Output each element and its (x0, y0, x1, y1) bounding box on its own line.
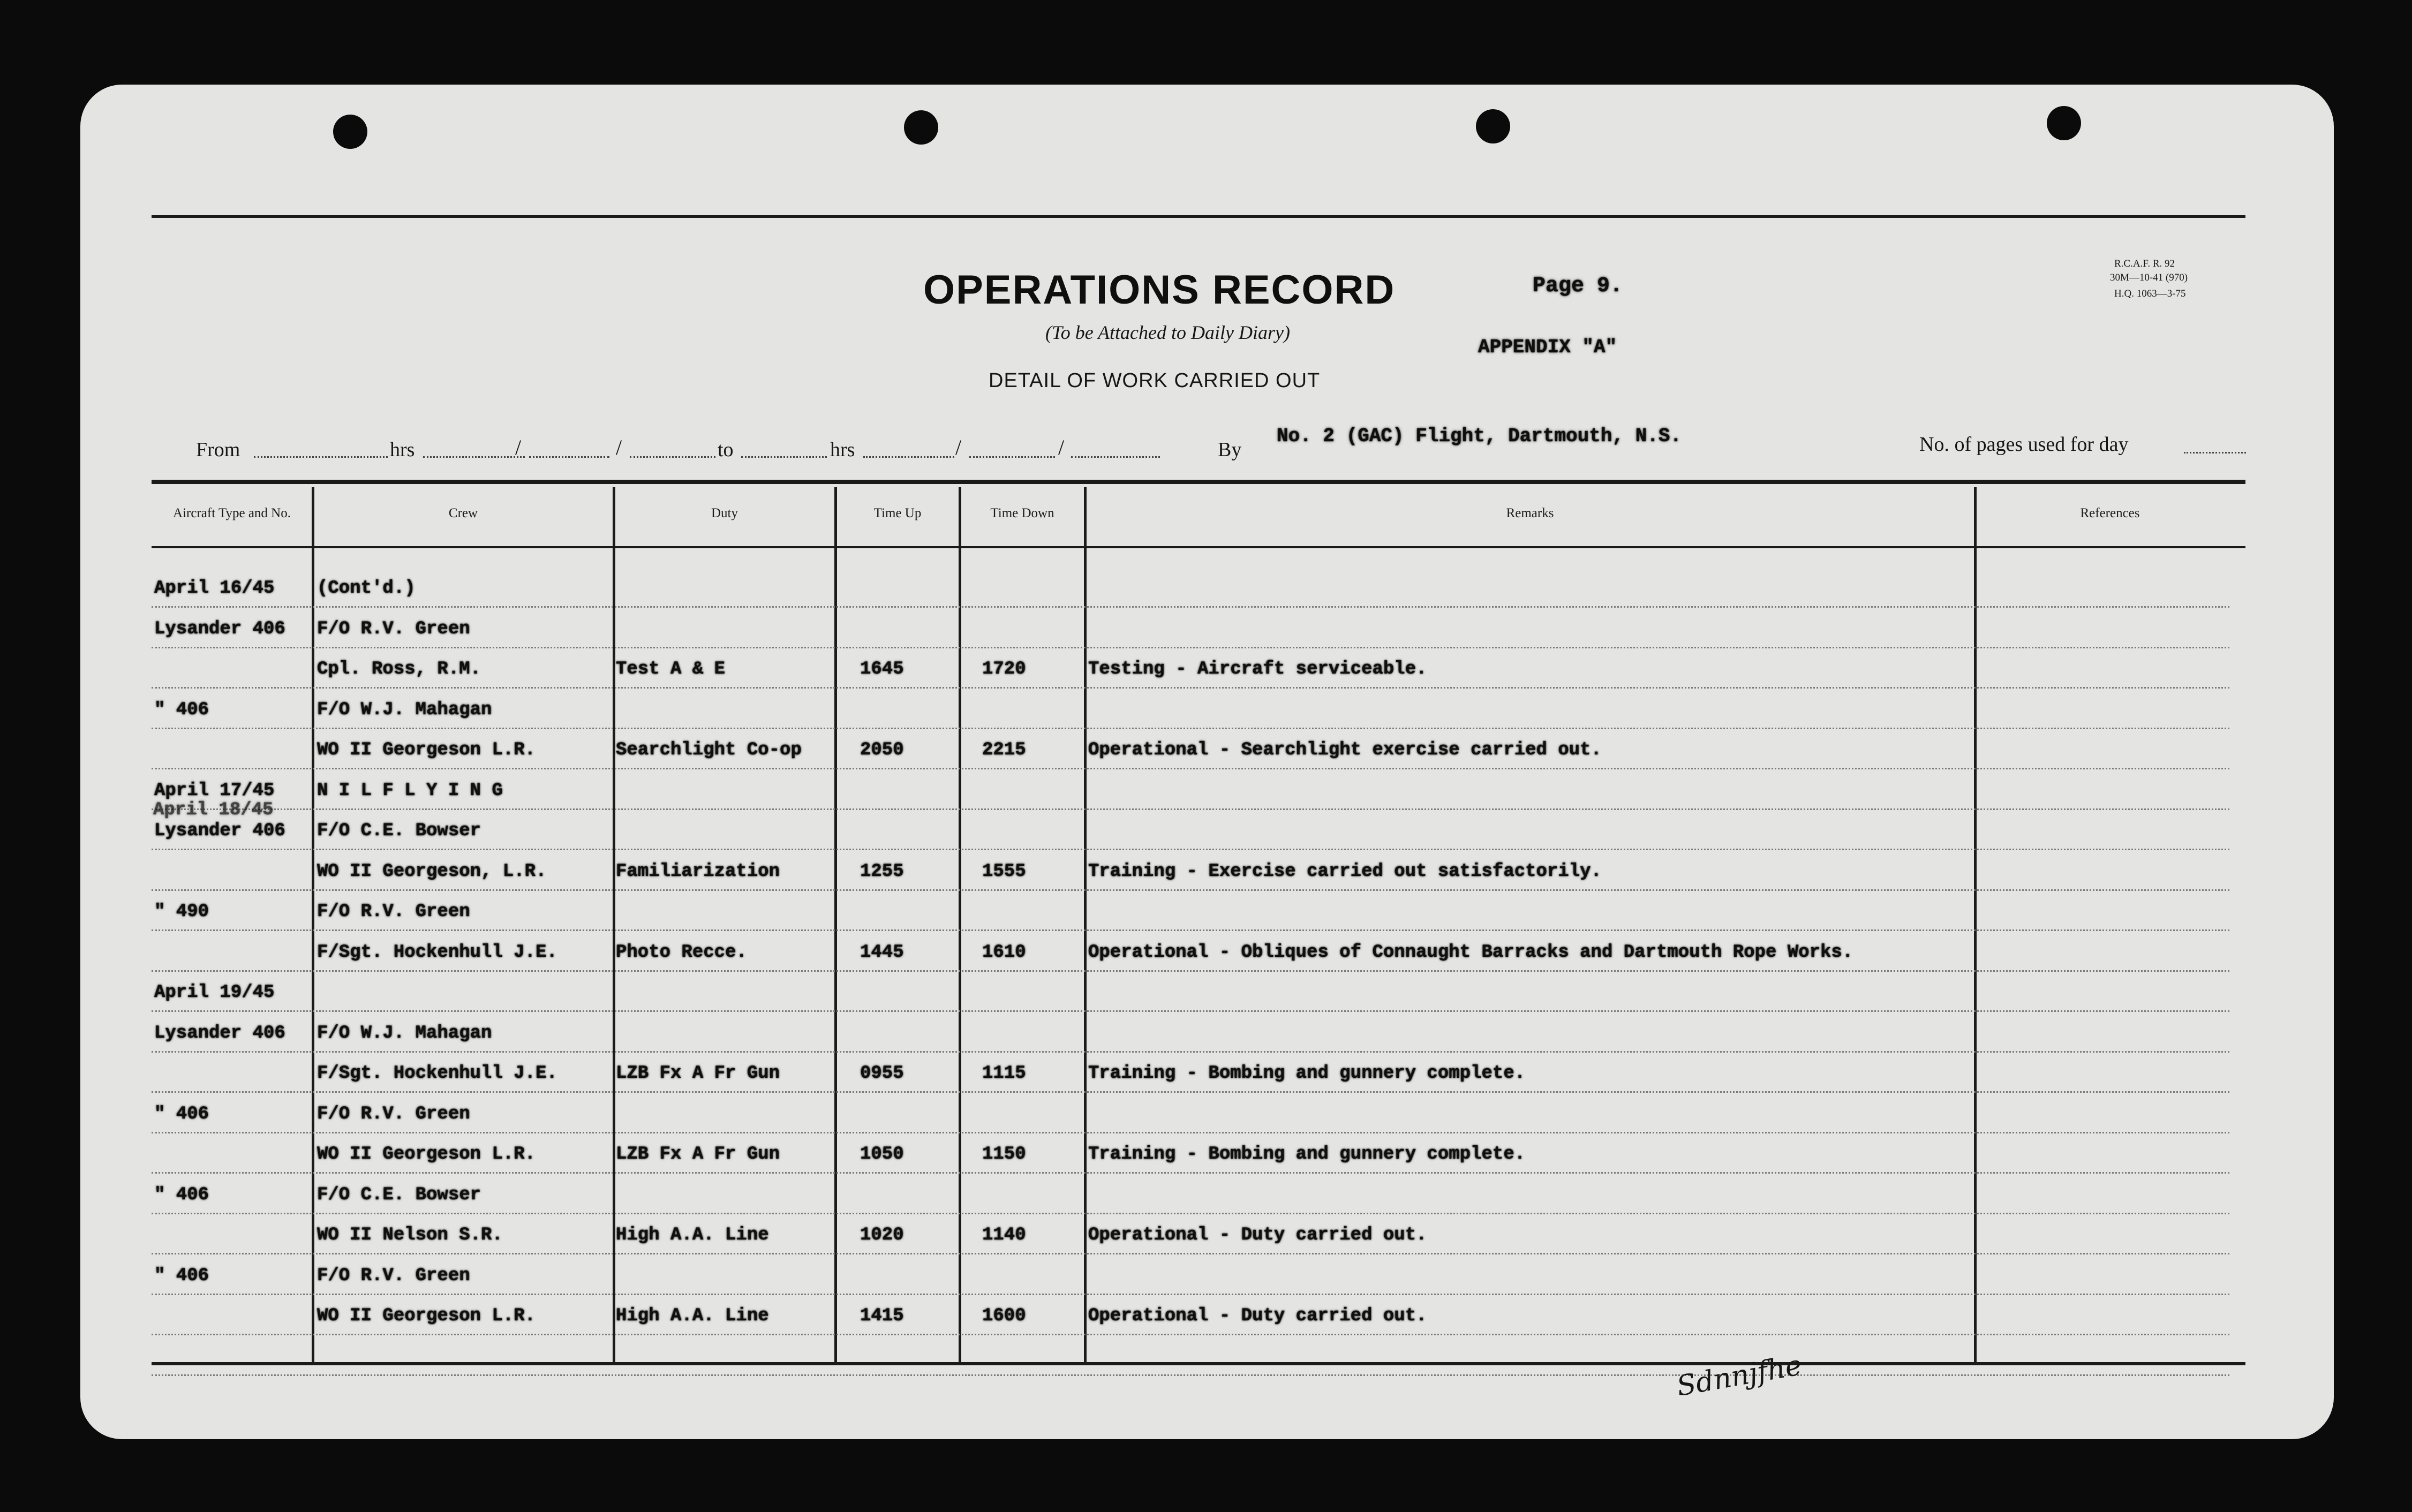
form-code-1: R.C.A.F. R. 92 (2114, 258, 2175, 269)
table-top-rule (152, 480, 2245, 484)
row-crew-cell: F/O W.J. Mahagan (317, 699, 492, 720)
punch-hole (333, 115, 367, 149)
row-crew-cell: WO II Nelson S.R. (317, 1225, 503, 1245)
row-aircraft-cell: April 17/45 (154, 780, 275, 801)
row-crew-cell: F/O R.V. Green (317, 1103, 470, 1124)
row-guide-line (152, 1051, 2229, 1053)
row-crew-cell: F/O C.E. Bowser (317, 1184, 481, 1205)
row-aircraft-cell: " 406 (154, 699, 209, 720)
row-up-cell: 1255 (860, 861, 904, 882)
row-guide-line (152, 1132, 2229, 1133)
row-aircraft-cell: " 406 (154, 1184, 209, 1205)
row-guide-line (152, 1010, 2229, 1012)
header-bottom-rule (152, 546, 2245, 548)
column-header-remarks: Remarks (1506, 506, 1554, 520)
punch-hole (904, 110, 938, 145)
punch-hole (2047, 106, 2081, 140)
row-remarks-cell: Training - Bombing and gunnery complete. (1088, 1144, 1526, 1165)
row-remarks-cell: Training - Exercise carried out satisfactorily. (1088, 861, 1602, 882)
column-divider (312, 487, 314, 1365)
row-duty-cell: Searchlight Co-op (616, 740, 802, 760)
row-guide-line (152, 1294, 2229, 1295)
date-field (1071, 456, 1160, 458)
table-bottom-rule (152, 1362, 2245, 1365)
row-guide-line (152, 929, 2229, 931)
hrs-field (423, 456, 525, 458)
row-aircraft-cell: April 19/45 (154, 982, 275, 1003)
by-label: By (1218, 439, 1242, 461)
row-aircraft-cell: April 16/45 (154, 578, 275, 599)
row-crew-cell: (Cont'd.) (317, 578, 416, 599)
row-crew-cell: F/Sgt. Hockenhull J.E. (317, 1063, 557, 1084)
row-guide-line (152, 687, 2229, 689)
row-down-cell: 1555 (982, 861, 1026, 882)
row-guide-line (152, 768, 2229, 769)
row-up-cell: 1415 (860, 1306, 904, 1326)
slash: / (616, 435, 622, 459)
row-down-cell: 1720 (982, 659, 1026, 679)
column-header-duty: Duty (711, 506, 738, 520)
slash: / (1058, 435, 1065, 459)
row-duty-cell: High A.A. Line (616, 1225, 769, 1245)
row-remarks-cell: Operational - Duty carried out. (1088, 1225, 1427, 1245)
row-guide-line (152, 647, 2229, 648)
form-code-3: H.Q. 1063—3-75 (2114, 288, 2186, 299)
row-crew-cell: Cpl. Ross, R.M. (317, 659, 481, 679)
row-aircraft-cell: Lysander 406 (154, 618, 285, 639)
row-up-cell: 1445 (860, 942, 904, 963)
row-guide-line (152, 1253, 2229, 1254)
row-down-cell: 1610 (982, 942, 1026, 963)
column-header-time-down: Time Down (990, 506, 1054, 520)
by-value: No. 2 (GAC) Flight, Dartmouth, N.S. (1277, 425, 1682, 447)
hrs-label-2: hrs (830, 439, 855, 461)
row-guide-line (152, 728, 2229, 729)
row-up-cell: 1020 (860, 1225, 904, 1245)
punch-hole (1476, 109, 1510, 143)
row-crew-cell: F/O R.V. Green (317, 902, 470, 922)
form-code-2: 30M—10-41 (970) (2110, 272, 2188, 283)
column-divider (834, 487, 837, 1365)
row-guide-line (152, 849, 2229, 850)
row-guide-line (152, 1091, 2229, 1093)
column-divider (1084, 487, 1087, 1365)
row-up-cell: 1645 (860, 659, 904, 679)
hrs-field-2 (863, 456, 954, 458)
detail-heading: DETAIL OF WORK CARRIED OUT (989, 369, 1321, 392)
row-up-cell: 0955 (860, 1063, 904, 1084)
row-crew-cell: F/O W.J. Mahagan (317, 1023, 492, 1044)
pages-field (2184, 452, 2246, 453)
row-guide-line (152, 970, 2229, 972)
row-duty-cell: Test A & E (616, 659, 726, 679)
to-label: to (718, 439, 734, 461)
hrs-label: hrs (390, 439, 415, 461)
row-remarks-cell: Operational - Obliques of Connaught Barracks and Dartmouth Rope Works. (1088, 942, 1853, 963)
row-guide-line (152, 808, 2229, 810)
row-aircraft-cell: " 406 (154, 1103, 209, 1124)
row-guide-line (152, 1334, 2229, 1335)
row-guide-line (152, 1213, 2229, 1214)
row-down-cell: 2215 (982, 740, 1026, 760)
slash: / (955, 435, 962, 459)
row-duty-cell: LZB Fx A Fr Gun (616, 1063, 780, 1084)
row-remarks-cell: Training - Bombing and gunnery complete. (1088, 1063, 1526, 1084)
column-header-aircraft: Aircraft Type and No. (173, 506, 291, 520)
row-duty-cell: High A.A. Line (616, 1306, 769, 1326)
row-duty-cell: LZB Fx A Fr Gun (616, 1144, 780, 1165)
row-remarks-cell: Operational - Duty carried out. (1088, 1306, 1427, 1326)
column-header-crew: Crew (448, 506, 478, 520)
row-crew-cell: WO II Georgeson L.R. (317, 740, 536, 760)
row-crew-cell: F/Sgt. Hockenhull J.E. (317, 942, 557, 963)
row-down-cell: 1150 (982, 1144, 1026, 1165)
row-guide-line (152, 889, 2229, 891)
row-crew-cell: F/O C.E. Bowser (317, 821, 481, 841)
row-down-cell: 1140 (982, 1225, 1026, 1245)
row-up-cell: 1050 (860, 1144, 904, 1165)
row-guide-line (152, 1374, 2229, 1376)
column-header-time-up: Time Up (873, 506, 922, 520)
row-aircraft-cell: " 406 (154, 1265, 209, 1286)
row-duty-cell: Photo Recce. (616, 942, 747, 963)
row-aircraft-cell: Lysander 406 (154, 1023, 285, 1044)
column-divider (959, 487, 961, 1365)
row-down-cell: 1115 (982, 1063, 1026, 1084)
signature: Sdnnjfhe (1674, 1349, 1804, 1403)
page-title: OPERATIONS RECORD (923, 267, 1396, 313)
appendix-label: APPENDIX "A" (1478, 336, 1617, 358)
row-aircraft-cell: " 490 (154, 902, 209, 922)
row-duty-cell: Familiarization (616, 861, 780, 882)
date-field (969, 456, 1055, 458)
from-field (254, 456, 388, 458)
date-field (529, 456, 609, 458)
to-field (741, 456, 827, 458)
row-down-cell: 1600 (982, 1306, 1026, 1326)
row-up-cell: 2050 (860, 740, 904, 760)
date-field (630, 456, 715, 458)
row-crew-cell: F/O R.V. Green (317, 1265, 470, 1286)
page-number: Page 9. (1533, 274, 1623, 298)
pages-label: No. of pages used for day (1919, 433, 2129, 456)
top-rule (152, 215, 2245, 218)
slash: / (515, 435, 522, 459)
subtitle: (To be Attached to Daily Diary) (1045, 322, 1290, 343)
row-crew-cell: WO II Georgeson L.R. (317, 1306, 536, 1326)
from-label: From (196, 439, 240, 461)
row-guide-line (152, 606, 2229, 608)
row-aircraft-cell: Lysander 406 (154, 821, 285, 841)
row-crew-cell: WO II Georgeson L.R. (317, 1144, 536, 1165)
row-crew-cell: F/O R.V. Green (317, 618, 470, 639)
row-crew-cell: WO II Georgeson, L.R. (317, 861, 547, 882)
column-divider (613, 487, 615, 1365)
column-divider (1974, 487, 1977, 1365)
row-guide-line (152, 1172, 2229, 1174)
overlap-date: April 18/45 (153, 800, 274, 820)
row-remarks-cell: Testing - Aircraft serviceable. (1088, 659, 1427, 679)
column-header-references: References (2080, 506, 2140, 520)
row-remarks-cell: Operational - Searchlight exercise carried out. (1088, 740, 1602, 760)
row-crew-cell: N I L F L Y I N G (317, 780, 503, 801)
